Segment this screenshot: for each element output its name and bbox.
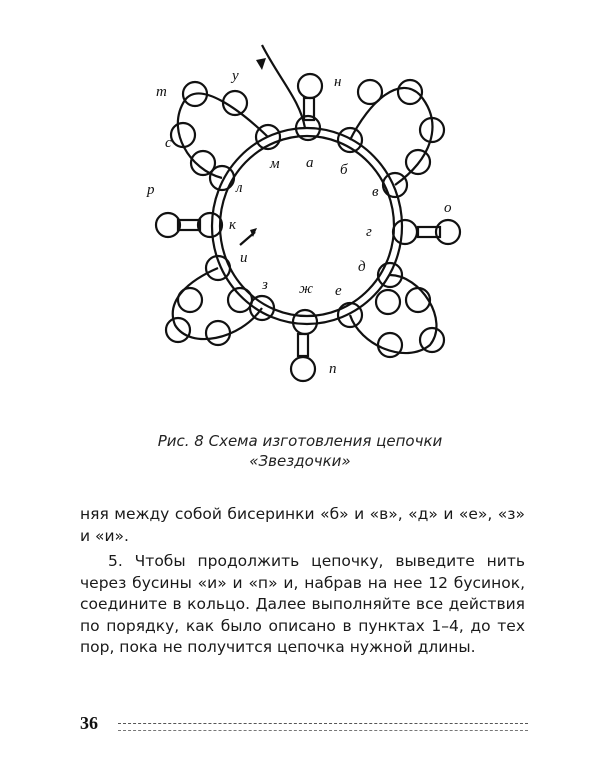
label-a: а [306, 155, 314, 171]
label-k: к [229, 217, 237, 233]
label-s: с [165, 135, 172, 151]
label-d: д [358, 259, 366, 275]
label-i: и [240, 250, 248, 266]
figure-caption-line2: «Звездочки» [249, 452, 351, 470]
paragraph-step-5: 5. Чтобы продолжить цепочку, выведите нить через бусины «и» и «п» и, набрав на нее 12 бусинок, соедините в кольцо. Далее выполняйте все действия по порядку, как было описано в пунктах 1–4, до тех пор, пока не получится цепочка нужной длины. [80, 552, 525, 656]
paragraph-continuation: няя между собой бисеринки «б» и «в», «д» и «е», «з» и «и». [80, 505, 525, 545]
label-e: е [335, 283, 342, 299]
figure-caption-line1: Рис. 8 Схема изготовления цепочки [157, 432, 443, 450]
label-z: з [262, 277, 268, 293]
label-o: о [444, 200, 452, 216]
body-text [80, 504, 525, 659]
label-p: п [329, 361, 337, 377]
label-n: н [334, 74, 342, 90]
footer-rule [118, 723, 528, 731]
label-u: у [232, 68, 239, 84]
label-v: в [372, 184, 379, 200]
label-b: б [340, 162, 348, 178]
label-m: м [270, 156, 280, 172]
label-t: т [156, 84, 167, 100]
label-zh: ж [299, 281, 313, 297]
label-r: р [147, 182, 155, 198]
page-number: 36 [80, 713, 98, 733]
label-g: г [366, 224, 372, 240]
label-l: л [236, 180, 243, 196]
